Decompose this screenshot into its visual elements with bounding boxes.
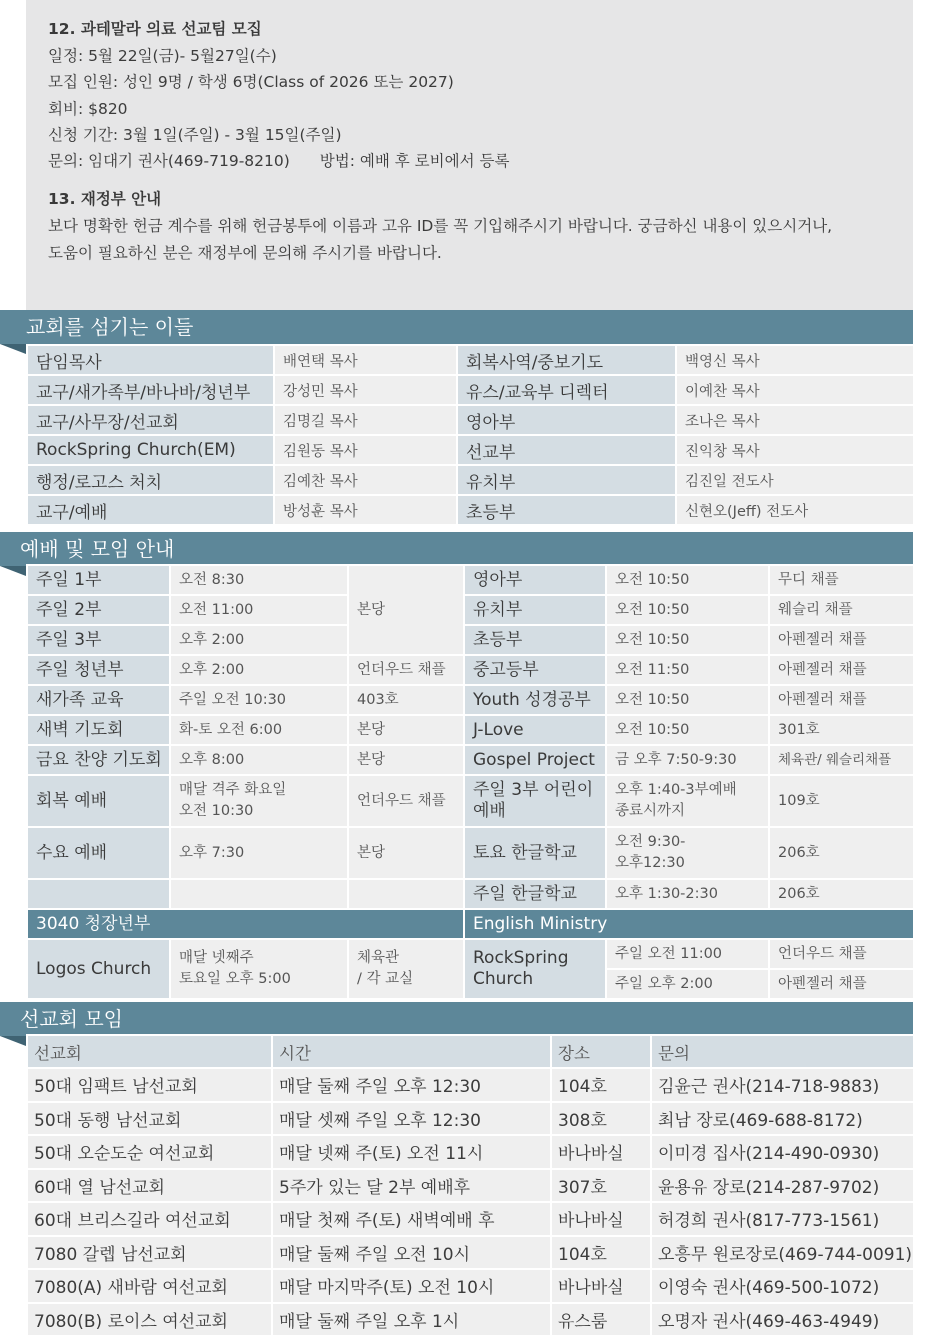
meeting-time: 매달 둘째 주일 오전 10시	[272, 1236, 551, 1270]
staff-role: 회복사역/중보기도	[457, 345, 676, 375]
table-row	[27, 1236, 914, 1270]
service-place: 403호	[348, 685, 464, 715]
service-place: 아펜젤러 채플	[769, 655, 914, 685]
service-time	[170, 775, 348, 827]
service-time: 오전 10:50	[606, 685, 769, 715]
staff-role: 행정/로고스 처치	[27, 465, 274, 495]
meeting-place: 308호	[551, 1102, 651, 1136]
service-time: 오전 11:50	[606, 655, 769, 685]
service-time: 주일 오후 2:00	[606, 969, 769, 999]
mission-group: 7080(B) 로이스 여선교회	[27, 1303, 272, 1336]
contact: 허경희 권사(817-773-1561)	[651, 1202, 914, 1236]
staff-name: 방성훈 목사	[274, 495, 457, 525]
meeting-time: 매달 둘째 주일 오후 1시	[272, 1303, 551, 1336]
meeting-time: 5주가 있는 달 2부 예배후	[272, 1169, 551, 1203]
table-row	[27, 939, 914, 969]
meeting-time: 매달 넷째 주(토) 오전 11시	[272, 1135, 551, 1169]
notice-12-contact: 문의: 임대기 권사(469-719-8210)	[48, 152, 290, 171]
service-time-line: 오후 1:40-3부예배	[615, 782, 737, 798]
service-place-line: / 각 교실	[357, 971, 414, 987]
meeting-place: 307호	[551, 1169, 651, 1203]
notice-12-line: 일정: 5월 22일(금)- 5월27일(수)	[48, 47, 277, 65]
staff-name: 진익창 목사	[676, 435, 914, 465]
contact: 이영숙 권사(469-500-1072)	[651, 1269, 914, 1303]
staff-role: 영아부	[457, 405, 676, 435]
english-ministry-header: English Ministry	[464, 909, 914, 939]
service-time: 주일 오전 10:30	[170, 685, 348, 715]
service-place: 109호	[769, 775, 914, 827]
staff-name: 강성민 목사	[274, 375, 457, 405]
mission-group: 7080 갈렙 남선교회	[27, 1236, 272, 1270]
service-time-line: 오후12:30	[615, 855, 685, 871]
service-place: 206호	[769, 827, 914, 879]
staff-section-header	[0, 310, 913, 344]
service-place: 무디 채플	[769, 565, 914, 595]
column-header: 장소	[551, 1035, 651, 1068]
service-name: 새벽 기도회	[27, 715, 170, 745]
banner-fold-icon	[0, 1036, 26, 1046]
empty-cell	[348, 879, 464, 909]
service-name: 새가족 교육	[27, 685, 170, 715]
table-row	[27, 465, 914, 495]
service-time: 오전 8:30	[170, 565, 348, 595]
mission-group: 50대 오순도순 여선교회	[27, 1135, 272, 1169]
service-place: 본당	[348, 827, 464, 879]
table-row	[27, 495, 914, 525]
table-row	[27, 655, 914, 685]
meeting-time: 매달 셋째 주일 오후 12:30	[272, 1102, 551, 1136]
service-place: 아펜젤러 채플	[769, 625, 914, 655]
service-name: Youth 성경공부	[464, 685, 606, 715]
empty-cell	[27, 879, 170, 909]
service-name: 금요 찬양 기도회	[27, 745, 170, 775]
table-row	[27, 745, 914, 775]
staff-role: 유치부	[457, 465, 676, 495]
worship-section-header	[0, 532, 913, 566]
staff-name: 조나은 목사	[676, 405, 914, 435]
service-time: 오후 2:00	[170, 655, 348, 685]
meeting-place: 바나바실	[551, 1202, 651, 1236]
table-row	[27, 775, 914, 827]
service-time: 오후 2:00	[170, 625, 348, 655]
service-name: 유치부	[464, 595, 606, 625]
service-place: 언더우드 채플	[348, 775, 464, 827]
mission-group: 60대 브리스길라 여선교회	[27, 1202, 272, 1236]
notice-12-method: 방법: 예배 후 로비에서 등록	[319, 152, 510, 171]
table-row	[27, 595, 914, 625]
staff-name: 백영신 목사	[676, 345, 914, 375]
service-name-line: 예배	[473, 801, 506, 821]
service-place: 아펜젤러 채플	[769, 685, 914, 715]
table-row	[27, 1135, 914, 1169]
staff-table	[26, 344, 915, 526]
meeting-place: 104호	[551, 1068, 651, 1102]
table-row	[27, 1102, 914, 1136]
service-name: 중고등부	[464, 655, 606, 685]
service-place: 본당	[348, 745, 464, 775]
meeting-time: 매달 첫째 주(토) 새벽예배 후	[272, 1202, 551, 1236]
mission-group: 60대 열 남선교회	[27, 1169, 272, 1203]
table-row	[27, 1169, 914, 1203]
staff-role: 유스/교육부 디렉터	[457, 375, 676, 405]
staff-name: 신현오(Jeff) 전도사	[676, 495, 914, 525]
service-time: 오전 10:50	[606, 565, 769, 595]
service-place: 아펜젤러 채플	[769, 969, 914, 999]
service-time: 주일 오전 11:00	[606, 939, 769, 969]
worship-table	[26, 564, 915, 1000]
contact: 오흥무 원로장로(469-744-0091)	[651, 1236, 914, 1270]
meeting-time: 매달 마지막주(토) 오전 10시	[272, 1269, 551, 1303]
service-place: 206호	[769, 879, 914, 909]
service-name: J-Love	[464, 715, 606, 745]
service-name: Logos Church	[27, 939, 170, 999]
contact: 윤용유 장로(214-287-9702)	[651, 1169, 914, 1203]
service-time: 오후 8:00	[170, 745, 348, 775]
notice-12-line: 모집 인원: 성인 9명 / 학생 6명(Class of 2026 또는 2027)	[48, 73, 454, 92]
staff-role: 교구/새가족부/바나바/청년부	[27, 375, 274, 405]
table-row	[27, 345, 914, 375]
meeting-place: 바나바실	[551, 1135, 651, 1169]
service-time-line: 매달 넷째주	[179, 950, 254, 966]
service-time: 오전 10:50	[606, 625, 769, 655]
staff-name: 김진일 전도사	[676, 465, 914, 495]
service-name: 주일 3부	[27, 625, 170, 655]
notice-12-line: 회비: $820	[48, 99, 128, 118]
service-name: 회복 예배	[27, 775, 170, 827]
mission-group: 50대 임팩트 남선교회	[27, 1068, 272, 1102]
service-place: 301호	[769, 715, 914, 745]
service-name: 주일 청년부	[27, 655, 170, 685]
staff-role: RockSpring Church(EM)	[27, 435, 274, 465]
table-row	[27, 1303, 914, 1336]
banner-fold-icon	[0, 566, 26, 576]
contact: 김윤근 권사(214-718-9883)	[651, 1068, 914, 1102]
staff-role: 초등부	[457, 495, 676, 525]
staff-section-title: 교회를 섬기는 이들	[26, 315, 194, 339]
service-name: 초등부	[464, 625, 606, 655]
table-row	[27, 1202, 914, 1236]
empty-cell	[170, 879, 348, 909]
service-time-line: 오전 10:30	[179, 803, 254, 819]
table-row	[27, 715, 914, 745]
staff-role: 담임목사	[27, 345, 274, 375]
contact: 이미경 집사(214-490-0930)	[651, 1135, 914, 1169]
notice-12-title: 12. 과테말라 의료 선교팀 모집	[48, 20, 262, 38]
service-place: 본당	[348, 715, 464, 745]
table-row	[27, 879, 914, 909]
service-time	[170, 939, 348, 999]
service-name: Gospel Project	[464, 745, 606, 775]
table-row	[27, 375, 914, 405]
staff-role: 교구/사무장/선교회	[27, 405, 274, 435]
service-name-line: 주일 3부 어린이	[473, 780, 594, 800]
service-place: 언더우드 채플	[769, 939, 914, 969]
service-time-line: 토요일 오후 5:00	[179, 971, 291, 987]
meeting-place: 바나바실	[551, 1269, 651, 1303]
contact: 최남 장로(469-688-8172)	[651, 1102, 914, 1136]
notice-13-line: 보다 명확한 헌금 계수를 위해 헌금봉투에 이름과 고유 ID를 꼭 기입해주시기 바랍니다. 궁금하신 내용이 있으시거나,	[48, 217, 833, 236]
announcements-panel	[26, 0, 913, 310]
table-row	[27, 565, 914, 595]
table-row	[27, 827, 914, 879]
table-row	[27, 1068, 914, 1102]
column-header: 문의	[651, 1035, 914, 1068]
contact: 오명자 권사(469-463-4949)	[651, 1303, 914, 1336]
missions-section-title: 선교회 모임	[20, 1007, 123, 1031]
service-place	[348, 939, 464, 999]
service-place-line: 체육관	[357, 950, 400, 966]
meeting-time: 매달 둘째 주일 오후 12:30	[272, 1068, 551, 1102]
table-row	[27, 685, 914, 715]
service-place: 웨슬리 채플	[769, 595, 914, 625]
service-name: 영아부	[464, 565, 606, 595]
notice-12-line: 신청 기간: 3월 1일(주일) - 3월 15일(주일)	[48, 125, 342, 144]
staff-name: 배연택 목사	[274, 345, 457, 375]
mission-group: 7080(A) 새바람 여선교회	[27, 1269, 272, 1303]
column-header: 선교회	[27, 1035, 272, 1068]
service-name: 주일 한글학교	[464, 879, 606, 909]
column-header: 시간	[272, 1035, 551, 1068]
service-time: 화-토 오전 6:00	[170, 715, 348, 745]
service-time: 오전 10:50	[606, 595, 769, 625]
service-time: 오전 11:00	[170, 595, 348, 625]
service-time: 오후 1:30-2:30	[606, 879, 769, 909]
service-place: 체육관/ 웨슬리채플	[769, 745, 914, 775]
service-time-line: 매달 격주 화요일	[179, 782, 287, 798]
service-name	[464, 775, 606, 827]
table-row	[27, 625, 914, 655]
service-name: 주일 1부	[27, 565, 170, 595]
missions-section-header	[0, 1002, 913, 1036]
meeting-place: 104호	[551, 1236, 651, 1270]
notice-13-title: 13. 재정부 안내	[48, 190, 162, 209]
service-time: 오전 10:50	[606, 715, 769, 745]
meeting-place: 유스룸	[551, 1303, 651, 1336]
service-name: 토요 한글학교	[464, 827, 606, 879]
service-time	[606, 827, 769, 879]
service-time-line: 오전 9:30-	[615, 834, 686, 850]
service-time: 오후 7:30	[170, 827, 348, 879]
staff-name: 김예찬 목사	[274, 465, 457, 495]
table-row	[27, 405, 914, 435]
service-place: 본당	[348, 565, 464, 655]
notice-12-contact-line	[48, 148, 913, 174]
service-time-line: 종료시까지	[615, 803, 686, 819]
table-subheader-row	[27, 909, 914, 939]
service-name-line: RockSpring	[473, 948, 569, 968]
service-time: 금 오후 7:50-9:30	[606, 745, 769, 775]
staff-name: 김원동 목사	[274, 435, 457, 465]
staff-name: 이예찬 목사	[676, 375, 914, 405]
notice-13-line: 도움이 필요하신 분은 재정부에 문의해 주시기를 바랍니다.	[48, 243, 442, 262]
service-name: 수요 예배	[27, 827, 170, 879]
service-name	[464, 939, 606, 999]
banner-fold-icon	[0, 344, 26, 354]
group-3040-header: 3040 청장년부	[27, 909, 464, 939]
table-header-row	[27, 1035, 914, 1068]
service-place: 언더우드 채플	[348, 655, 464, 685]
missions-table	[26, 1034, 915, 1336]
staff-name: 김명길 목사	[274, 405, 457, 435]
mission-group: 50대 동행 남선교회	[27, 1102, 272, 1136]
service-name: 주일 2부	[27, 595, 170, 625]
service-time	[606, 775, 769, 827]
worship-section-title: 예배 및 모임 안내	[20, 537, 175, 561]
table-row	[27, 1269, 914, 1303]
table-row	[27, 435, 914, 465]
staff-role: 선교부	[457, 435, 676, 465]
staff-role: 교구/예배	[27, 495, 274, 525]
service-name-line: Church	[473, 969, 534, 989]
